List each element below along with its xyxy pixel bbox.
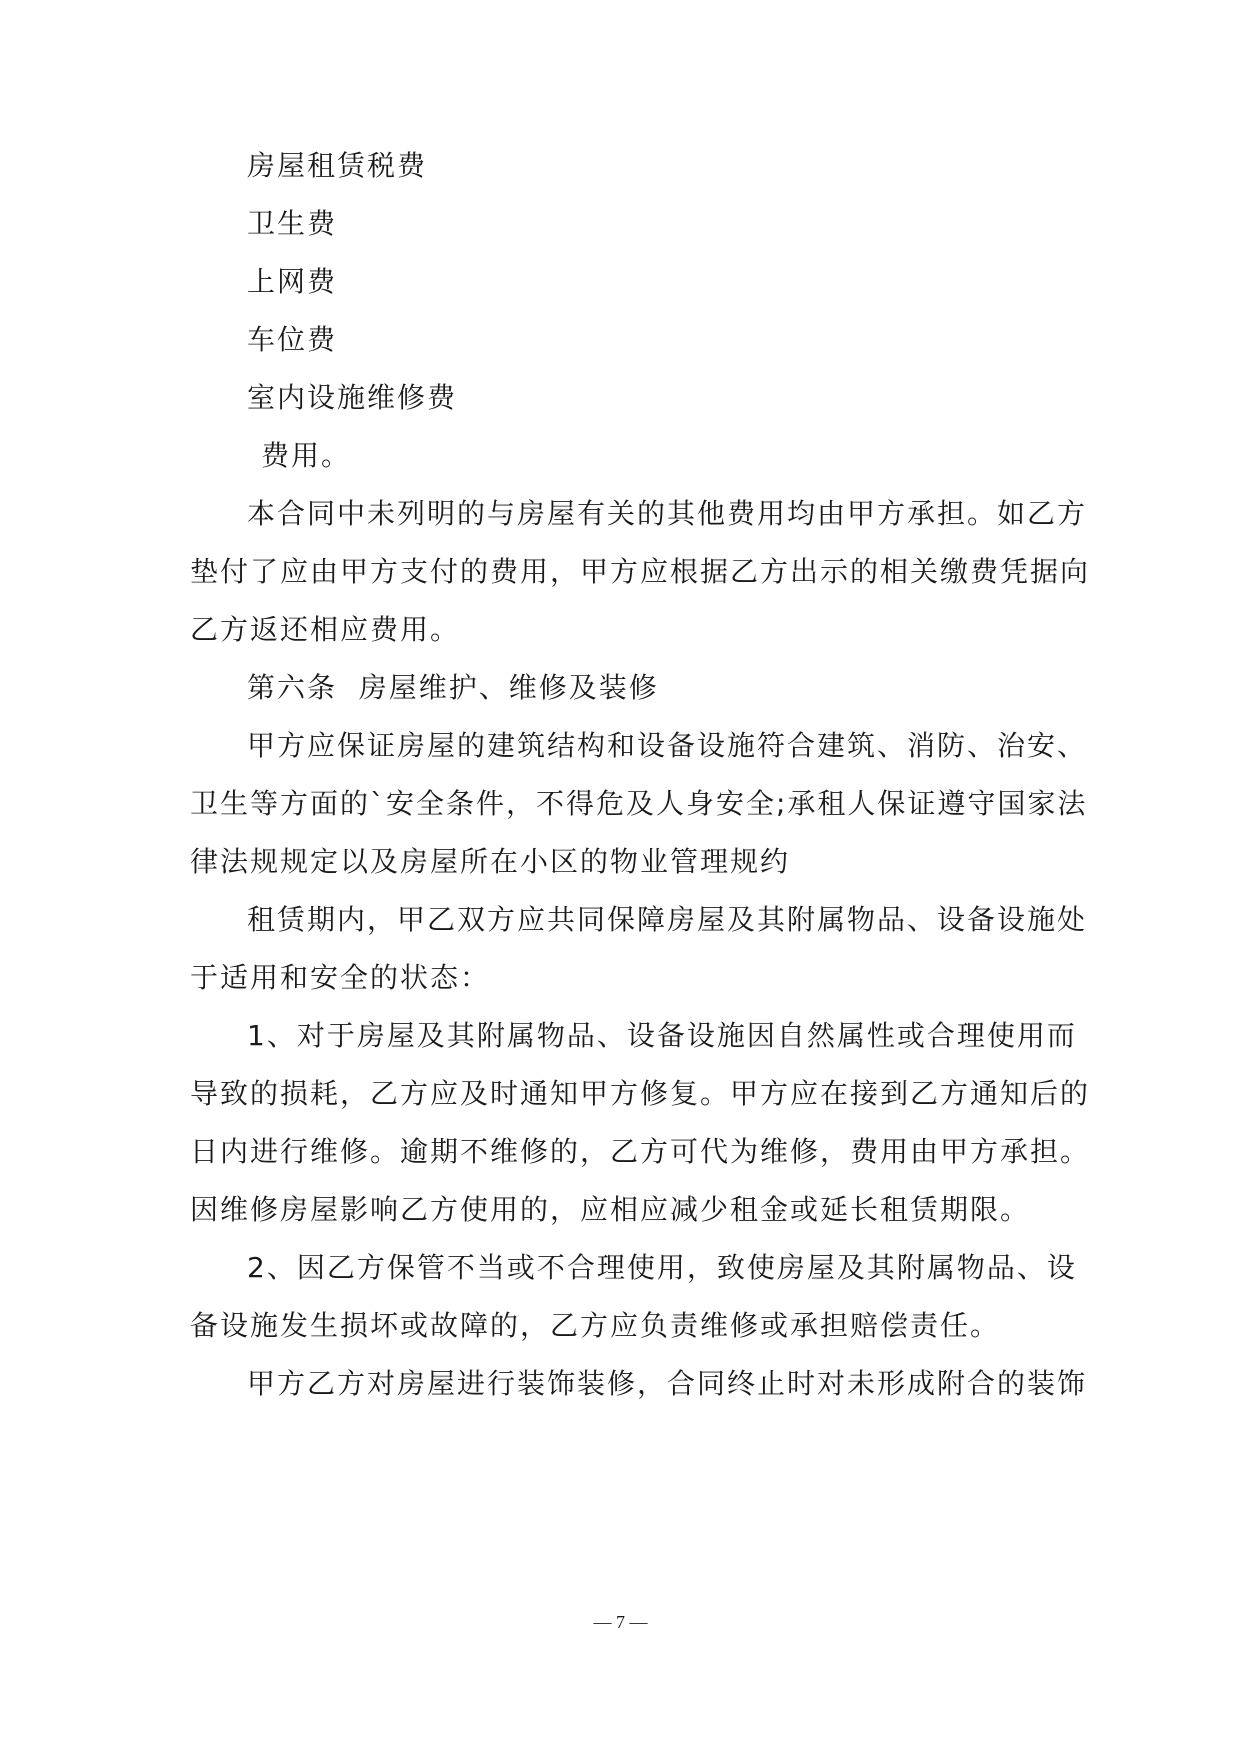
section-title: 第六条 房屋维护、维修及装修 [247,671,659,704]
paragraph-line: 于适用和安全的状态： [190,961,491,994]
paragraph-line: 垫付了应由甲方支付的费用，甲方应根据乙方出示的相关缴费凭据向 [190,555,1091,588]
paragraph-line: 本合同中未列明的与房屋有关的其他费用均由甲方承担。如乙方 [247,497,1088,530]
paragraph-line: 律法规规定以及房屋所在小区的物业管理规约 [190,845,791,878]
paragraph-line: 卫生等方面的`安全条件，不得危及人身安全;承租人保证遵守国家法 [190,787,1088,820]
clause-item-1-line: 导致的损耗，乙方应及时通知甲方修复。甲方应在接到乙方通知后的 [190,1077,1091,1110]
clause-item-2-line: 2、因乙方保管不当或不合理使用，致使房屋及其附属物品、设 [247,1251,1077,1284]
fee-item-parking: 车位费 [247,323,338,356]
clause-item-2-line: 备设施发生损坏或故障的，乙方应负责维修或承担赔偿责任。 [190,1309,1001,1342]
page-number: — 7 — [593,1612,648,1632]
paragraph-line: 甲方乙方对房屋进行装饰装修，合同终止时对未形成附合的装饰 [247,1367,1088,1400]
fee-item-tax: 房屋租赁税费 [247,149,428,182]
clause-item-1-line: 因维修房屋影响乙方使用的，应相应减少租金或延长租赁期限。 [190,1193,1031,1226]
paragraph-line: 甲方应保证房屋的建筑结构和设备设施符合建筑、消防、治安、 [247,729,1088,762]
clause-item-1-line: 1、对于房屋及其附属物品、设备设施因自然属性或合理使用而 [247,1019,1077,1052]
fee-item-internet: 上网费 [247,265,338,298]
fee-tail: 费用。 [261,439,352,472]
fee-item-sanitation: 卫生费 [247,207,338,240]
clause-item-1-line: 日内进行维修。逾期不维修的，乙方可代为维修，费用由甲方承担。 [190,1135,1091,1168]
paragraph-line: 租赁期内，甲乙双方应共同保障房屋及其附属物品、设备设施处 [247,903,1088,936]
fee-item-maintenance: 室内设施维修费 [247,381,458,414]
paragraph-line: 乙方返还相应费用。 [190,613,461,646]
